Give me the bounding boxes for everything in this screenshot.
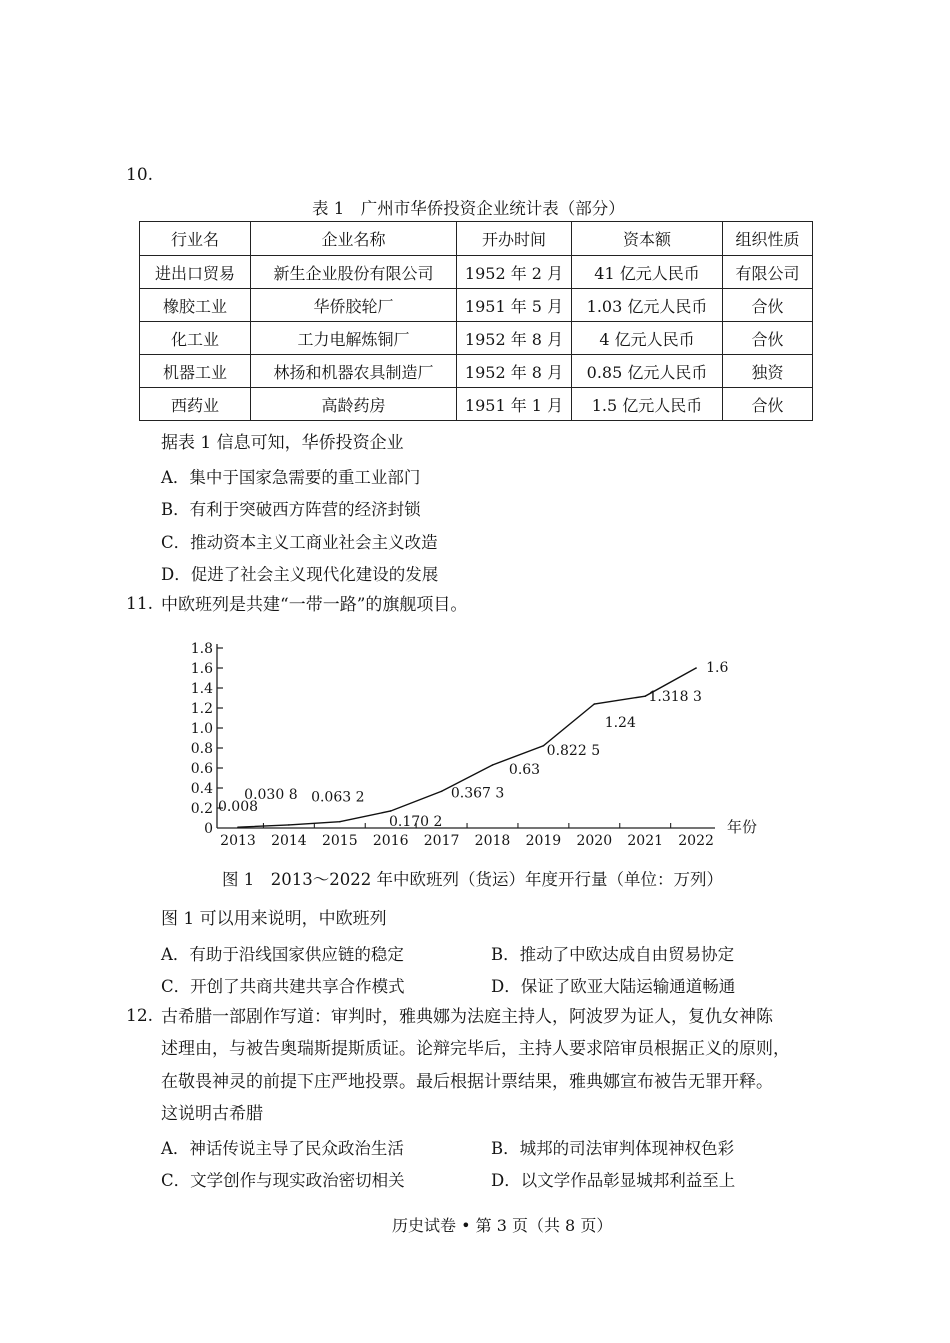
- figure-caption: 图 1 2013～2022 年中欧班列（货运）年度开行量（单位：万列）: [222, 870, 723, 889]
- enterprise-table: [139, 221, 813, 421]
- y-tick-label: 0.6: [190, 761, 213, 777]
- q11-option-d[interactable]: D．保证了欧亚大陆运输通道畅通: [491, 977, 736, 996]
- q12-option-b[interactable]: B．城邦的司法审判体现神权色彩: [491, 1139, 735, 1158]
- q11-option-b[interactable]: B．推动了中欧达成自由贸易协定: [491, 945, 735, 964]
- table-cell: 化工业: [140, 322, 251, 355]
- table-cell: 合伙: [723, 322, 813, 355]
- table-cell: 新生企业股份有限公司: [251, 256, 457, 289]
- data-point: [237, 826, 239, 828]
- q11-intro: 中欧班列是共建“一带一路”的旗舰项目。: [161, 595, 468, 615]
- x-tick-label: 2020: [576, 833, 613, 849]
- data-point: [644, 695, 646, 697]
- x-tick-label: 2018: [474, 833, 511, 849]
- table-cell: 4 亿元人民币: [572, 322, 723, 355]
- table-cell: 有限公司: [723, 256, 813, 289]
- table-cell: 1.5 亿元人民币: [572, 388, 723, 421]
- y-tick-label: 0.2: [190, 801, 213, 817]
- data-label: 0.367 3: [450, 785, 505, 802]
- data-point: [390, 810, 392, 812]
- table-row: [140, 256, 813, 289]
- table-cell: 1952 年 2 月: [457, 256, 572, 289]
- data-point: [594, 703, 596, 705]
- data-label: 0.170 2: [388, 813, 443, 830]
- table-cell: 1952 年 8 月: [457, 355, 572, 388]
- q12-line-3: 在敬畏神灵的前提下庄严地投票。最后根据计票结果，雅典娜宣布被告无罪开释。: [161, 1072, 773, 1092]
- q10-option-a[interactable]: A．集中于国家急需要的重工业部门: [161, 468, 421, 487]
- table-cell: 1951 年 1 月: [457, 388, 572, 421]
- table-header: 资本额: [572, 222, 723, 256]
- table-row: [140, 388, 813, 421]
- q12-line-2: 述理由，与被告奥瑞斯提斯质证。论辩完毕后，主持人要求陪审员根据正义的原则，: [161, 1039, 790, 1059]
- data-point: [695, 667, 697, 669]
- series-line: [238, 668, 696, 827]
- x-tick-label: 2021: [627, 833, 664, 849]
- table-cell: 41 亿元人民币: [572, 256, 723, 289]
- data-point: [339, 821, 341, 823]
- x-tick-label: 2016: [372, 833, 409, 849]
- y-tick-label: 1.0: [190, 721, 213, 737]
- y-tick-label: 0.4: [190, 781, 213, 797]
- table-cell: 进出口贸易: [140, 256, 251, 289]
- table-row: [140, 289, 813, 322]
- y-tick-label: 1.6: [190, 661, 213, 677]
- data-label: 0.008: [217, 799, 259, 816]
- table-header-row: [140, 222, 813, 256]
- data-point: [441, 790, 443, 792]
- data-label: 1.6: [706, 660, 729, 676]
- x-tick-label: 2022: [678, 833, 714, 849]
- table-cell: 华侨胶轮厂: [251, 289, 457, 322]
- table-cell: 1.03 亿元人民币: [572, 289, 723, 322]
- table-cell: 独资: [723, 355, 813, 388]
- x-tick-label: 2013: [220, 833, 256, 849]
- q12-option-d[interactable]: D．以文学作品彰显城邦利益至上: [491, 1171, 736, 1190]
- table-header: 开办时间: [457, 222, 572, 256]
- data-label: 0.030 8: [244, 786, 298, 803]
- table-cell: 机器工业: [140, 355, 251, 388]
- x-tick-label: 2019: [525, 833, 562, 849]
- table-cell: 工力电解炼铜厂: [251, 322, 457, 355]
- table-cell: 0.85 亿元人民币: [572, 355, 723, 388]
- data-point: [492, 764, 494, 766]
- y-tick-label: 1.2: [190, 701, 213, 717]
- question-number-10: 10.: [126, 165, 154, 185]
- table-cell: 林扬和机器农具制造厂: [251, 355, 457, 388]
- data-label: 1.318 3: [648, 689, 702, 706]
- data-label: 1.24: [604, 715, 636, 731]
- q12-line-4: 这说明古希腊: [161, 1104, 263, 1124]
- data-point: [543, 745, 545, 747]
- q12-option-c[interactable]: C．文学创作与现实政治密切相关: [161, 1171, 405, 1190]
- question-number-11: 11.: [126, 594, 154, 614]
- data-label: 0.822 5: [546, 742, 601, 759]
- q11-option-a[interactable]: A．有助于沿线国家供应链的稳定: [161, 945, 404, 964]
- q10-option-c[interactable]: C．推动资本主义工商业社会主义改造: [161, 533, 438, 552]
- table-cell: 高龄药房: [251, 388, 457, 421]
- data-label: 0.63: [508, 762, 541, 778]
- q12-option-a[interactable]: A．神话传说主导了民众政治生活: [161, 1139, 404, 1158]
- table-cell: 1951 年 5 月: [457, 289, 572, 322]
- q11-stem: 图 1 可以用来说明，中欧班列: [161, 909, 387, 929]
- table-cell: 合伙: [723, 289, 813, 322]
- page-footer: 历史试卷 • 第 3 页（共 8 页）: [392, 1216, 613, 1235]
- table-cell: 西药业: [140, 388, 251, 421]
- data-label: 0.063 2: [311, 789, 365, 806]
- table-row: [140, 322, 813, 355]
- x-axis-label: 年份: [727, 818, 758, 836]
- table-header: 行业名: [140, 222, 251, 256]
- y-tick-label: 1.4: [190, 681, 213, 697]
- train-volume-chart: [160, 632, 800, 857]
- y-tick-label: 0.8: [190, 741, 213, 757]
- q10-option-d[interactable]: D．促进了社会主义现代化建设的发展: [161, 565, 439, 584]
- data-point: [288, 824, 290, 826]
- x-tick-label: 2014: [271, 833, 307, 849]
- q11-option-c[interactable]: C．开创了共商共建共享合作模式: [161, 977, 405, 996]
- table-row: [140, 355, 813, 388]
- table-title: 表 1 广州市华侨投资企业统计表（部分）: [312, 199, 625, 218]
- q10-stem: 据表 1 信息可知，华侨投资企业: [161, 433, 404, 453]
- y-tick-label: 0: [204, 821, 213, 837]
- table-header: 组织性质: [723, 222, 813, 256]
- table-header: 企业名称: [251, 222, 457, 256]
- q10-option-b[interactable]: B．有利于突破西方阵营的经济封锁: [161, 500, 421, 519]
- x-tick-label: 2015: [321, 833, 358, 849]
- x-tick-label: 2017: [423, 833, 460, 849]
- table-cell: 合伙: [723, 388, 813, 421]
- y-tick-label: 1.8: [190, 641, 213, 657]
- table-cell: 1952 年 8 月: [457, 322, 572, 355]
- table-cell: 橡胶工业: [140, 289, 251, 322]
- q12-line-1: 古希腊一部剧作写道：审判时，雅典娜为法庭主持人，阿波罗为证人，复仇女神陈: [161, 1007, 773, 1027]
- question-number-12: 12.: [126, 1006, 154, 1026]
